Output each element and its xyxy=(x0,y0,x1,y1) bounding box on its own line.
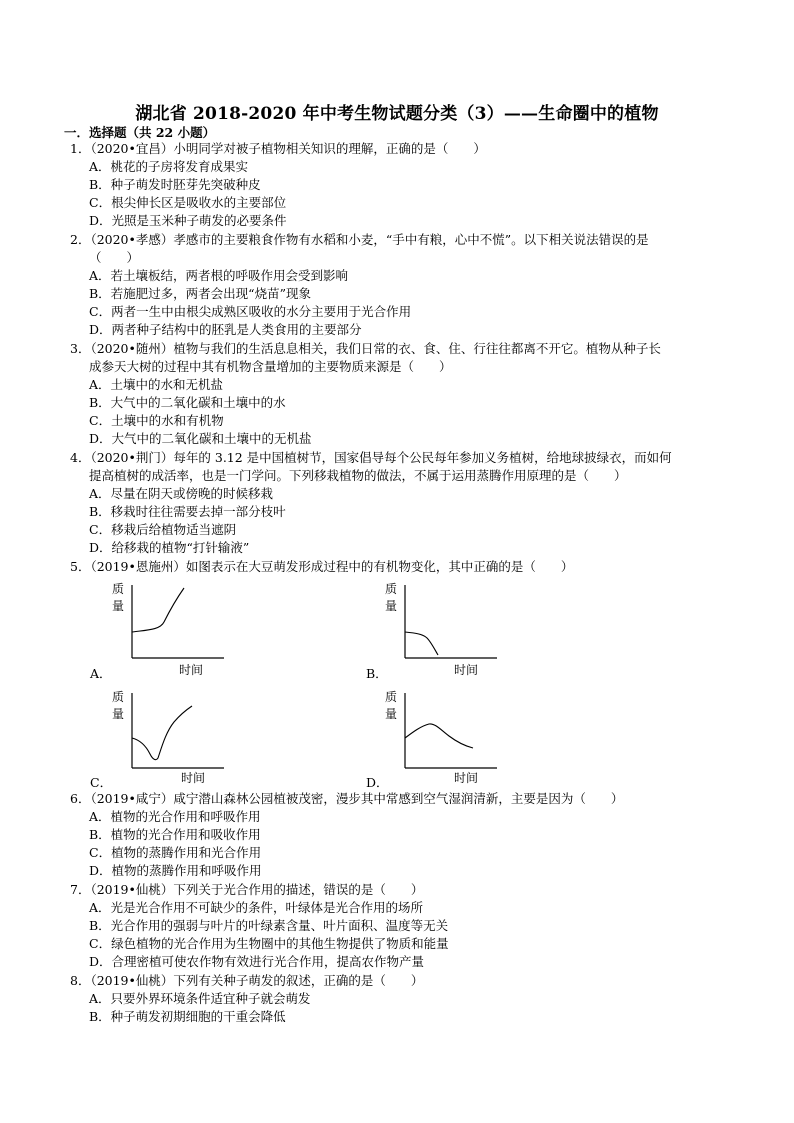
question-3-option-d: D．大气中的二氧化碳和土壤中的无机盐 xyxy=(89,431,312,446)
question-4-stem-cont: 提高植树的成活率，也是一门学问。下列移栽植物的做法，不属于运用蒸腾作用原理的是（ ） xyxy=(89,468,627,483)
question-7-option-b: B．光合作用的强弱与叶片的叶绿素含量、叶片面积、温度等无关 xyxy=(89,918,449,933)
question-2-stem: 2．（2020•孝感）孝感市的主要粮食作物有水稻和小麦，“手中有粮，心中不慌”。以下相关说法错误的是 xyxy=(70,232,649,247)
graph-a-ylabel-bottom: 量 xyxy=(112,599,125,613)
question-6-stem: 6．（2019•咸宁）咸宁潜山森林公园植被茂密，漫步其中常感到空气湿润清新，主要是因为（ ） xyxy=(70,791,624,806)
question-1-option-d: D．光照是玉米种子萌发的必要条件 xyxy=(89,213,287,228)
question-3-option-a: A．土壤中的水和无机盐 xyxy=(89,377,224,392)
graph-a-curve xyxy=(132,588,184,632)
graph-b-xlabel: 时间 xyxy=(454,663,479,677)
question-7-option-a: A．光是光合作用不可缺少的条件，叶绿体是光合作用的场所 xyxy=(89,900,424,915)
question-1-option-b: B．种子萌发时胚芽先突破种皮 xyxy=(89,177,261,192)
question-2-stem-cont: （ ） xyxy=(89,250,140,265)
question-8-stem: 8．（2019•仙桃）下列有关种子萌发的叙述，正确的是（ ） xyxy=(70,973,424,988)
question-2-option-c: C．两者一生中由根尖成熟区吸收的水分主要用于光合作用 xyxy=(89,304,412,319)
question-6-option-d: D．植物的蒸腾作用和呼吸作用 xyxy=(89,863,262,878)
question-3-option-b: B．大气中的二氧化碳和土壤中的水 xyxy=(89,395,286,410)
graph-c-ylabel-top: 质 xyxy=(112,690,125,704)
graph-a-ylabel-top: 质 xyxy=(112,582,125,596)
graph-d xyxy=(385,688,505,783)
document-title: 湖北省 2018-2020 年中考生物试题分类（3）——生命圈中的植物 xyxy=(135,104,659,124)
question-3-stem: 3．（2020•随州）植物与我们的生活息息相关，我们日常的衣、食、住、行往往都离不开它。植物从种子长 xyxy=(70,341,661,356)
question-7-option-d: D．合理密植可使农作物有效进行光合作用，提高农作物产量 xyxy=(89,954,425,969)
graph-a-label: A． xyxy=(90,666,112,681)
graph-c-label: C． xyxy=(90,775,113,790)
question-7-option-c: C．绿色植物的光合作用为生物圈中的其他生物提供了物质和能量 xyxy=(89,936,449,951)
graph-d-ylabel-bottom: 量 xyxy=(385,707,398,721)
graph-c-xlabel: 时间 xyxy=(181,771,206,785)
graph-d-xlabel: 时间 xyxy=(454,771,479,785)
question-8-option-b: B．种子萌发初期细胞的干重会降低 xyxy=(89,1009,286,1024)
question-6-option-c: C．植物的蒸腾作用和光合作用 xyxy=(89,845,262,860)
question-6-option-b: B．植物的光合作用和吸收作用 xyxy=(89,827,261,842)
graph-c xyxy=(112,688,232,783)
question-8-option-a: A．只要外界环境条件适宜种子就会萌发 xyxy=(89,991,311,1006)
graph-b-ylabel-top: 质 xyxy=(385,582,398,596)
question-1-option-a: A．桃花的子房将发育成果实 xyxy=(89,159,249,174)
graph-d-curve xyxy=(405,724,473,748)
graph-d-ylabel-top: 质 xyxy=(385,690,398,704)
graph-d-label: D． xyxy=(366,775,389,790)
question-4-option-b: B．移栽时往往需要去掉一部分枝叶 xyxy=(89,504,286,519)
question-4-option-c: C．移栽后给植物适当遮阴 xyxy=(89,522,237,537)
question-4-option-d: D．给移栽的植物“打针输液” xyxy=(89,540,250,555)
graph-c-curve xyxy=(132,706,192,760)
question-2-option-a: A．若土壤板结，两者根的呼吸作用会受到影响 xyxy=(89,268,349,283)
question-5-stem: 5．（2019•恩施州）如图表示在大豆萌发形成过程中的有机物变化，其中正确的是（ ） xyxy=(70,559,574,574)
graph-a-xlabel: 时间 xyxy=(179,663,204,677)
section-heading: 一．选择题（共 22 小题） xyxy=(64,125,216,140)
question-3-stem-cont: 成参天大树的过程中其有机物含量增加的主要物质来源是（ ） xyxy=(89,359,452,374)
graph-b xyxy=(385,580,505,675)
question-4-stem: 4．（2020•荆门）每年的 3.12 是中国植树节，国家倡导每个公民每年参加义务植树，给地球披绿衣，而如何 xyxy=(70,450,672,465)
question-1-option-c: C．根尖伸长区是吸收水的主要部位 xyxy=(89,195,287,210)
graph-b-curve xyxy=(405,632,438,655)
graph-a xyxy=(112,580,232,675)
graph-c-ylabel-bottom: 量 xyxy=(112,707,125,721)
question-7-stem: 7．（2019•仙桃）下列关于光合作用的描述，错误的是（ ） xyxy=(70,882,424,897)
graph-b-label: B． xyxy=(366,666,388,681)
graph-b-ylabel-bottom: 量 xyxy=(385,599,398,613)
question-2-option-d: D．两者种子结构中的胚乳是人类食用的主要部分 xyxy=(89,322,362,337)
question-6-option-a: A．植物的光合作用和呼吸作用 xyxy=(89,809,261,824)
question-2-option-b: B．若施肥过多，两者会出现“烧苗”现象 xyxy=(89,286,311,301)
question-1-stem: 1．（2020•宜昌）小明同学对被子植物相关知识的理解，正确的是（ ） xyxy=(70,141,486,156)
question-3-option-c: C．土壤中的水和有机物 xyxy=(89,413,224,428)
question-4-option-a: A．尽量在阴天或傍晚的时候移栽 xyxy=(89,486,274,501)
